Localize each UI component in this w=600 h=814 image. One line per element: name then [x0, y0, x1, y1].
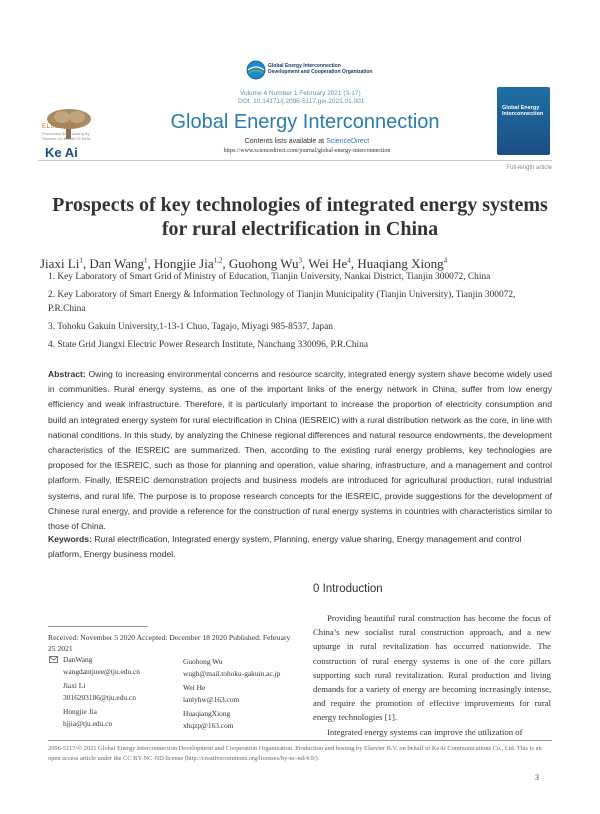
sciencedirect-link[interactable]: ScienceDirect	[326, 138, 370, 145]
contents-line	[178, 138, 436, 145]
author-sup: 1	[79, 256, 83, 265]
affiliation: 3. Tohoku Gakuin University,1-13-1 Chuo, Tagajo, Miyagi 985-8537, Japan	[48, 322, 333, 332]
elsevier-name: ELSEVIER	[42, 124, 76, 130]
author-sup: 1	[144, 256, 148, 265]
title-line-2: for rural electrification in China	[161, 218, 439, 240]
author: Wei He	[308, 256, 348, 271]
elsevier-subtitle: Production And Hosting By Elsevier On Behalf Of KeAi	[42, 131, 91, 141]
volume-line: Volume 4 Number 1 February 2021 (3-17)	[240, 90, 361, 97]
received-dates: Received: November 5 2020 Accepted: December 18 2020 Published: February 25 2021	[48, 633, 291, 653]
contact-name: Guohong Wu	[183, 657, 223, 666]
header-divider	[38, 160, 552, 161]
contact-email[interactable]: wugh@mail.tohoku-gakuin.ac.jp	[183, 669, 281, 678]
author-sup: 1,2	[213, 256, 223, 265]
journal-title: Global Energy Interconnection	[170, 111, 440, 133]
contact-name: Jiaxi Li	[63, 681, 86, 690]
contact-email[interactable]: wangdantjuee@tju.edu.cn	[63, 667, 140, 676]
affiliation: 2. Key Laboratory of Smart Energy & Information Technology of Tianjin Municipality (Tianjin University), Tianjin 300072, P.R.China	[48, 290, 516, 314]
article-type: Full-length article	[506, 165, 552, 171]
contact-name: Hongjie Jia	[63, 707, 97, 716]
keywords	[48, 532, 552, 562]
keywords-text: Rural electrification, Integrated energy system, Planning, energy value sharing, Energy management and control platform, Energy business model.	[48, 534, 522, 560]
copyright-notice: 2096-5117/© 2021 Global Energy Interconnection Development and Cooperation Organization. Production and hosting by Elsevier B.V. on behalf of KeAi Communications Co., Ltd. This is an open access article under the CC BY-NC-ND license (http://creativecommons.org/licenses/by-nc-nd/4.0/).	[48, 745, 542, 762]
author: Hongjie Jia	[154, 256, 214, 271]
abstract	[48, 367, 552, 534]
author: Huaqiang Xiong	[357, 256, 444, 271]
abstract-label: Abstract:	[48, 369, 86, 379]
org-name: Global Energy Interconnection Development and Cooperation Organization	[268, 63, 373, 75]
author: Dan Wang	[89, 256, 145, 271]
author-sup: 3	[298, 256, 303, 265]
org-globe-logo	[246, 60, 266, 80]
affiliation: 1. Key Laboratory of Smart Grid of Ministry of Education, Tianjin University, Nankai District, Tianjin 300072, China	[48, 272, 491, 282]
footnote-divider	[48, 626, 148, 627]
keywords-label: Keywords:	[48, 534, 92, 544]
section-heading-introduction: 0 Introduction	[313, 583, 383, 595]
doi-line[interactable]: DOI: 10.14171/j.2096-5117.gei.2021.01.001	[238, 98, 365, 105]
author-sup: 4	[347, 256, 351, 265]
contact-email[interactable]: hjjia@tju.edu.cn	[63, 719, 113, 728]
contact-name: HuaqiangXiong	[183, 709, 231, 718]
author: Jiaxi Li	[40, 256, 80, 271]
affiliation: 4. State Grid Jiangxi Electric Power Research Institute, Nanchang 330096, P.R.China	[48, 340, 368, 350]
author-sup: 4	[443, 256, 448, 265]
footer-divider	[48, 740, 552, 741]
page-number: 3	[535, 773, 539, 782]
keai-logo-text: Ke Ai	[45, 145, 78, 160]
introduction-body	[313, 611, 551, 739]
paper-title	[40, 193, 560, 241]
contact-email[interactable]: lanlyhw@163.com	[183, 695, 240, 704]
author: Guohong Wu	[228, 256, 299, 271]
author-list: Jiaxi Li$^1$, Dan Wang$^1$, Hongjie Jia$^{1,2}$, Guohong Wu$^3$, Wei He$^4$, Huaqiang Xiong$^4$	[40, 256, 448, 271]
contact-email[interactable]: xhqzp@163.com	[183, 721, 234, 730]
journal-url[interactable]: https://www.sciencedirect.com/journal/global-energy-interconnection	[223, 148, 391, 154]
contact-name: DanWang	[63, 655, 93, 664]
intro-paragraph: Providing beautiful rural construction has become the focus of China’s new socialist rural construction approach, and a new upsurge in rural revitalization has occurred nationwide. The construction of rural energy systems is one of the core pillars supporting such rural revitalization. Rural production and living demands for a variety of energy are becoming increasingly intense, and require the promotion of effective improvements for rural energy technologies [1].	[313, 613, 551, 723]
journal-cover-image	[497, 87, 550, 155]
title-line-1: Prospects of key technologies of integrated energy systems	[52, 194, 548, 216]
contact-name: Wei He	[183, 683, 206, 692]
contact-email[interactable]: 3016203186@tju.edu.cn	[63, 693, 136, 702]
mail-icon	[49, 656, 58, 663]
intro-paragraph: Integrated energy systems can improve the utilization of	[327, 726, 523, 737]
abstract-text: Owing to increasing environmental concerns and resource scarcity, integrated energy system shave become widely used in communities. Rural energy systems, as one of the important links of the energy network in China, suffer from low energy efficiency and weak infrastructure. Therefore, it is particularly important to increase the proportion of electricity consumption and build an integrated energy system for rural electrification in China (IESREIC) with a rural distribution network as the core, in line with national conditions. In this study, by analyzing the Chinese regional differences and natural resource endowments, the development characteristics of the IESREIC are summarized. Then, according to the existing rural energy problems, key technologies are proposed for the IESREIC, such as those for planning and operation, value sharing, infrastructure, and a management and control platform. Finally, IESREIC demonstration projects and business models are introduced for agricultural production, rural industrial systems, and rural life. The purpose is to propose research concepts for the IESREIC, provide suggestions for the development of Chinese rural energy, and provide a reference for the construction of rural energy systems in countries with characteristics similar to those of China.	[48, 369, 553, 532]
cover-title: Global Energy Interconnection	[502, 105, 544, 117]
contents-prefix: Contents lists available at	[244, 138, 327, 145]
